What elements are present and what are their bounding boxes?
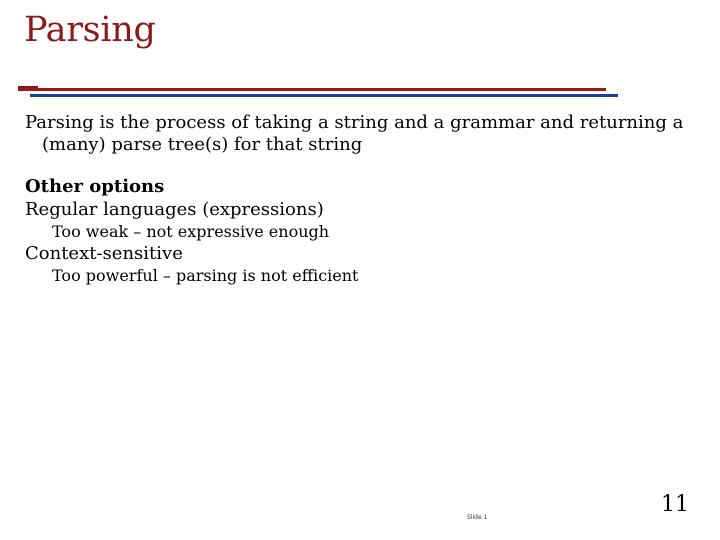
option-regular-languages-note: Too weak – not expressive enough: [52, 222, 330, 241]
footer-slide-label: Slide 1: [467, 514, 488, 521]
option-regular-languages: Regular languages (expressions): [25, 199, 324, 220]
options-heading: Other options: [25, 176, 165, 197]
option-context-sensitive: Context-sensitive: [25, 243, 183, 264]
option-context-sensitive-note: Too powerful – parsing is not efficient: [52, 266, 359, 285]
definition-text-line2: (many) parse tree(s) for that string: [42, 134, 363, 155]
definition-text-line1: Parsing is the process of taking a string and a grammar and returning a: [25, 112, 684, 133]
title-rule-blue: [30, 94, 618, 97]
slide-title: Parsing: [24, 10, 156, 50]
title-rule-red: [18, 88, 606, 91]
page-number: 11: [661, 492, 689, 517]
